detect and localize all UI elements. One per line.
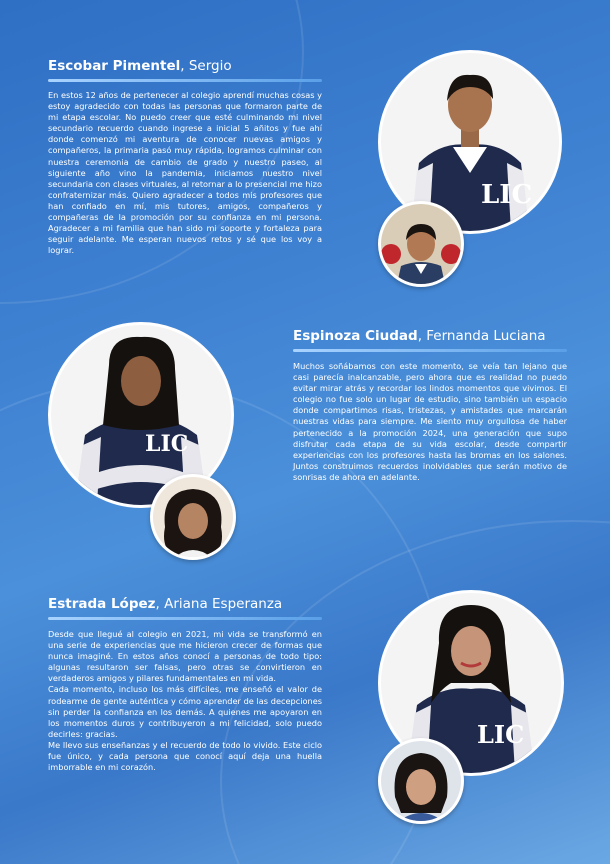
childhood-photo (378, 738, 464, 824)
bio-paragraph: Desde que llegué al colegio en 2021, mi vida se transformó en una serie de experiencias que me hicieron crecer de formas que nunca imaginé. En estos años conocí a personas de todo tipo: algunas resultaron ser falsas, pero otras se convirtieron en verdaderos amigos y pilares fundamentales en mi vida. (48, 629, 322, 684)
student-given-name: , Ariana Esperanza (155, 596, 283, 612)
name-underline (48, 617, 322, 620)
student-bio (48, 629, 322, 773)
student-name (48, 58, 232, 74)
jacket-logo: LIC (481, 180, 533, 210)
student-surname: Escobar Pimentel (48, 58, 181, 74)
student-given-name: , Fernanda Luciana (417, 328, 546, 344)
student-name (293, 328, 546, 344)
student-surname: Espinoza Ciudad (293, 328, 418, 344)
student-bio (293, 361, 567, 483)
bio-paragraph: En estos 12 años de pertenecer al colegio aprendí muchas cosas y estoy agradecido con todas las personas que formaron parte de mi etapa escolar. No puedo creer que esté culminando mi nivel secundario recuerdo cuando ingrese a inicial 5 añitos y fue ahí donde comenzó mi aventura de conocer nuevas amigos y compañeros, la primaria pasó muy rápida, logramos culminar con nuestra ceremonia de cambio de grado y nuestro paseo, al siguiente año vino la pandemia, iniciamos nuestro nivel secundaria con clases virtuales, al retornar a lo presencial me hizo confraternizar más. Quiero agradecer a todos mis profesores que han confiado en mí, mis tutores, amigos, compañeros y compañeras de la promoción por su confianza en mi persona. Agradecer a mi familia que han sido mi soporte y fortaleza para seguir adelante. Me esperan nuevos retos y sé que los voy a lograr. (48, 90, 322, 256)
jacket-logo: LIC (145, 431, 189, 457)
childhood-photo (150, 474, 236, 560)
bio-paragraph: Muchos soñábamos con este momento, se veía tan lejano que casi parecía inalcanzable, pero ahora que es realidad no puedo evitar mirar atrás y recordar los lindos momentos que vivimos. El colegio no fue solo un lugar de estudio, sino también un espacio donde compartimos risas, tristezas, y amistades que marcarán nuestras vidas para siempre. Me siento muy orgullosa de haber pertenecido a la promoción 2024, una generación que supo disfrutar cada etapa de su vida escolar, desde compartir experiencias con los profesores hasta las bromas en los salones. Juntos construimos recuerdos inolvidables que serán motivo de sonrisas de ahora en adelante. (293, 361, 567, 482)
bio-paragraph: Cada momento, incluso los más difíciles, me enseñó el valor de rodearme de gente auténtica y cómo aprender de las decepciones sin perder la confianza en los demás. A quienes me apoyaron en los momentos duros y contribuyeron a mi felicidad, solo puedo decirles: gracias. (48, 684, 322, 739)
name-underline (48, 79, 322, 82)
childhood-photo (378, 201, 464, 287)
jacket-logo: LIC (477, 720, 525, 749)
student-surname: Estrada López (48, 596, 156, 612)
bio-paragraph: Me llevo sus enseñanzas y el recuerdo de todo lo vivido. Este ciclo fue único, y cada persona que conocí aquí deja una huella imborrable en mi corazón. (48, 739, 322, 773)
student-bio (48, 90, 322, 256)
student-given-name: , Sergio (180, 58, 232, 74)
student-name (48, 596, 282, 612)
name-underline (293, 349, 567, 352)
